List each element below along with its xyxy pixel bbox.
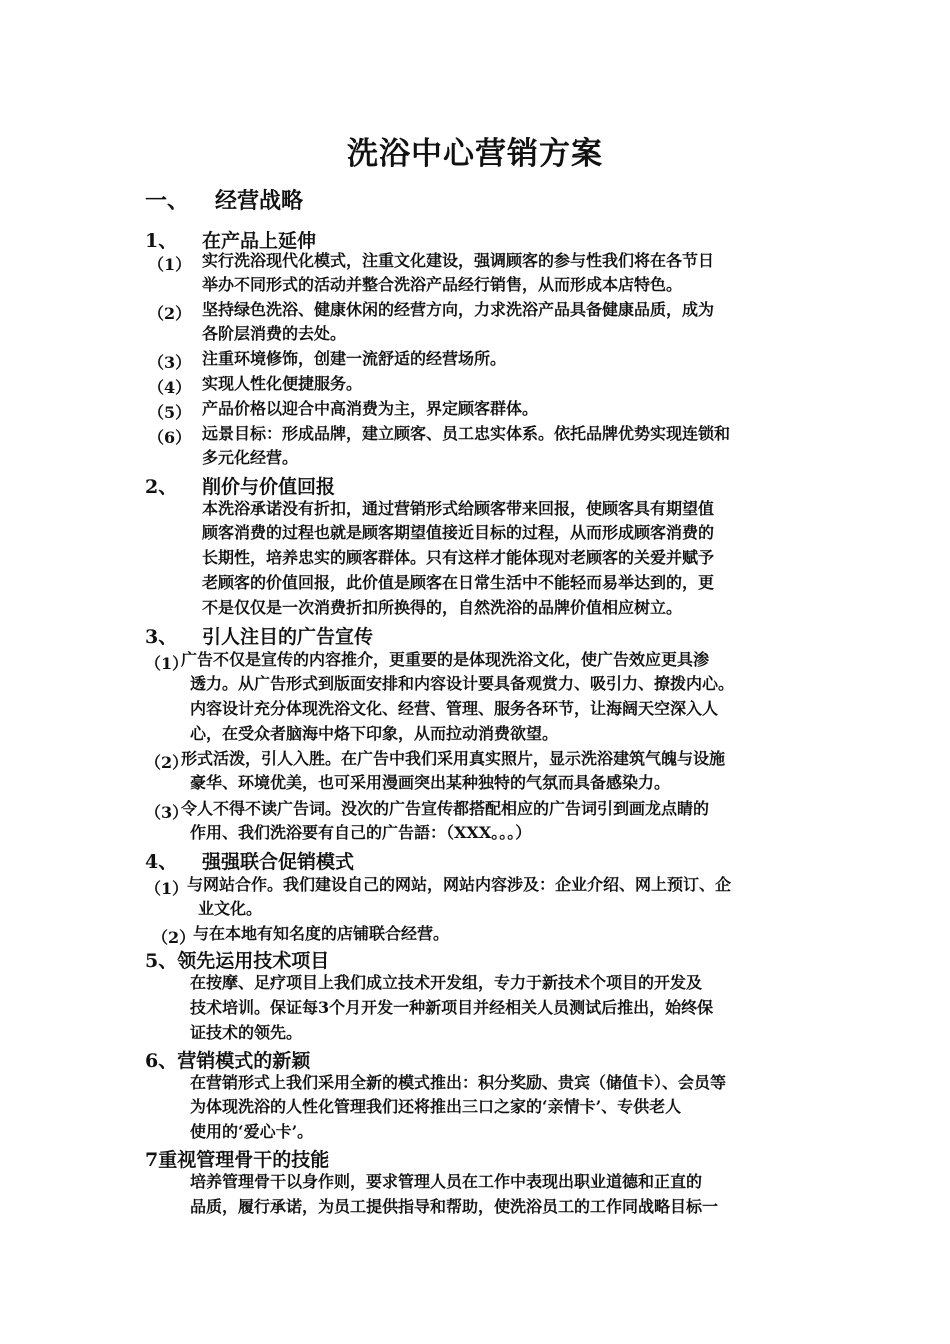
- item-marker: （1）: [145, 654, 189, 673]
- paragraph-line: 长期性，培养忠实的顾客群体。只有这样才能体现对老顾客的关爱并赋予: [202, 548, 715, 567]
- paragraph-line: 产品价格以迎合中高消费为主，界定顾客群体。: [202, 399, 539, 418]
- paragraph-line: 在营销形式上我们采用全新的模式推出：积分奖励、贵宾（储值卡）、会员等: [190, 1073, 727, 1092]
- paragraph-line: 为体现洗浴的人性化管理我们还将推出三口之家的‘亲情卡’、专供老人: [190, 1097, 682, 1116]
- heading-5: 5、领先运用技术项目: [145, 950, 330, 972]
- item-marker: （3）: [148, 353, 192, 372]
- paragraph-line: 坚持绿色洗浴、健康休闲的经营方向，力求洗浴产品具备健康品质，成为: [202, 300, 715, 319]
- paragraph-line: 业文化。: [198, 899, 263, 918]
- document-title: 洗浴中心营销方案: [347, 136, 603, 172]
- paragraph-line: 令人不得不读广告词。没次的广告宣传都搭配相应的广告词引到画龙点睛的: [181, 799, 710, 818]
- item-marker: （6）: [148, 428, 192, 447]
- paragraph-line: 在按摩、足疗项目上我们成立技术开发组，专力于新技术个项目的开发及: [190, 973, 703, 992]
- item-marker: （4）: [148, 378, 192, 397]
- item-marker: （3）: [145, 803, 189, 822]
- paragraph-line: 作用、我们洗浴要有自己的广告語：（XXX。。。）: [190, 823, 532, 842]
- heading-number: 1、: [145, 230, 178, 252]
- paragraph-line: 远景目标：形成品牌，建立顾客、员工忠实体系。依托品牌优势实现连锁和: [202, 424, 731, 443]
- paragraph-line: 使用的‘爱心卡’。: [190, 1122, 314, 1141]
- paragraph-line: 实现人性化便捷服务。: [202, 374, 363, 393]
- paragraph-line: 各阶层消费的去处。: [202, 324, 347, 343]
- heading-title: 强强联合促销模式: [202, 851, 355, 873]
- item-marker: （1）: [145, 879, 189, 898]
- heading-2: [145, 472, 335, 499]
- heading-7: 7重视管理骨干的技能: [145, 1149, 330, 1171]
- item-marker: （2）: [145, 753, 189, 772]
- paragraph-line: 注重环境修饰，创建一流舒适的经营场所。: [202, 349, 507, 368]
- paragraph-line: 证技术的领先。: [190, 1023, 303, 1042]
- item-marker: （5）: [148, 403, 192, 422]
- paragraph-line: 品质，履行承诺，为员工提供指导和帮助，使洗浴员工的工作同战略目标一: [190, 1197, 719, 1216]
- paragraph-line: 广告不仅是宣传的内容推介，更重要的是体现洗浴文化，使广告效应更具渗: [181, 650, 710, 669]
- heading-title: 引人注目的广告宣传: [202, 626, 374, 648]
- paragraph-line: 内容设计充分体现洗浴文化、经营、管理、服务各环节，让海阔天空深入人: [190, 699, 719, 718]
- paragraph-line: 透力。从广告形式到版面安排和内容设计要具备观赏力、吸引力、撩拨内心。: [190, 674, 735, 693]
- heading-number: 2、: [145, 476, 178, 498]
- heading-number: 4、: [145, 851, 178, 873]
- heading-3: [145, 622, 373, 649]
- item-marker: （2）: [148, 304, 192, 323]
- paragraph-line: 顾客消费的过程也就是顾客期望值接近目标的过程，从而形成顾客消费的: [202, 523, 715, 542]
- paragraph-line: 实行洗浴现代化模式，注重文化建设，强调顾客的参与性我们将在各节日: [202, 251, 715, 270]
- heading-title: 在产品上延伸: [202, 230, 317, 252]
- heading-4: [145, 847, 354, 874]
- paragraph-line: 多元化经营。: [202, 448, 299, 467]
- paragraph-line: 与网站合作。我们建设自己的网站，网站内容涉及：企业介绍、网上预订、企: [187, 875, 732, 894]
- heading-title: 削价与价值回报: [202, 476, 336, 498]
- paragraph-line: 豪华、环境优美，也可采用漫画突出某种独特的气氛而具备感染力。: [190, 773, 671, 792]
- paragraph-line: 不是仅仅是一次消费折扣所换得的，自然洗浴的品牌价值相应树立。: [202, 598, 683, 617]
- paragraph-line: 技术培训。保证每3个月开发一种新项目并经相关人员测试后推出，始终保: [190, 998, 714, 1017]
- paragraph-line: 培养管理骨干以身作则，要求管理人员在工作中表现出职业道德和正直的: [190, 1172, 703, 1191]
- paragraph-line: 与在本地有知名度的店铺联合经营。: [193, 924, 450, 943]
- heading-number: 3、: [145, 626, 178, 648]
- section-heading-strategy: [145, 184, 303, 215]
- section-number: 一、: [145, 188, 190, 214]
- paragraph-line: 形式活泼，引人入胜。在广告中我们采用真实照片，显示洗浴建筑气魄与设施: [181, 749, 726, 768]
- item-marker: （2）: [152, 928, 196, 947]
- paragraph-line: 老顾客的价值回报，此价值是顾客在日常生活中不能轻而易举达到的，更: [202, 573, 715, 592]
- item-marker: （1）: [148, 255, 192, 274]
- paragraph-line: 本洗浴承诺没有折扣，通过营销形式给顾客带来回报，使顾客具有期望值: [202, 499, 715, 518]
- section-title: 经营战略: [215, 188, 304, 214]
- paragraph-line: 心，在受众者脑海中烙下印象，从而拉动消费欲望。: [190, 724, 559, 743]
- heading-6: 6、营销模式的新颖: [145, 1050, 311, 1072]
- paragraph-line: 举办不同形式的活动并整合洗浴产品经行销售，从而形成本店特色。: [202, 275, 683, 294]
